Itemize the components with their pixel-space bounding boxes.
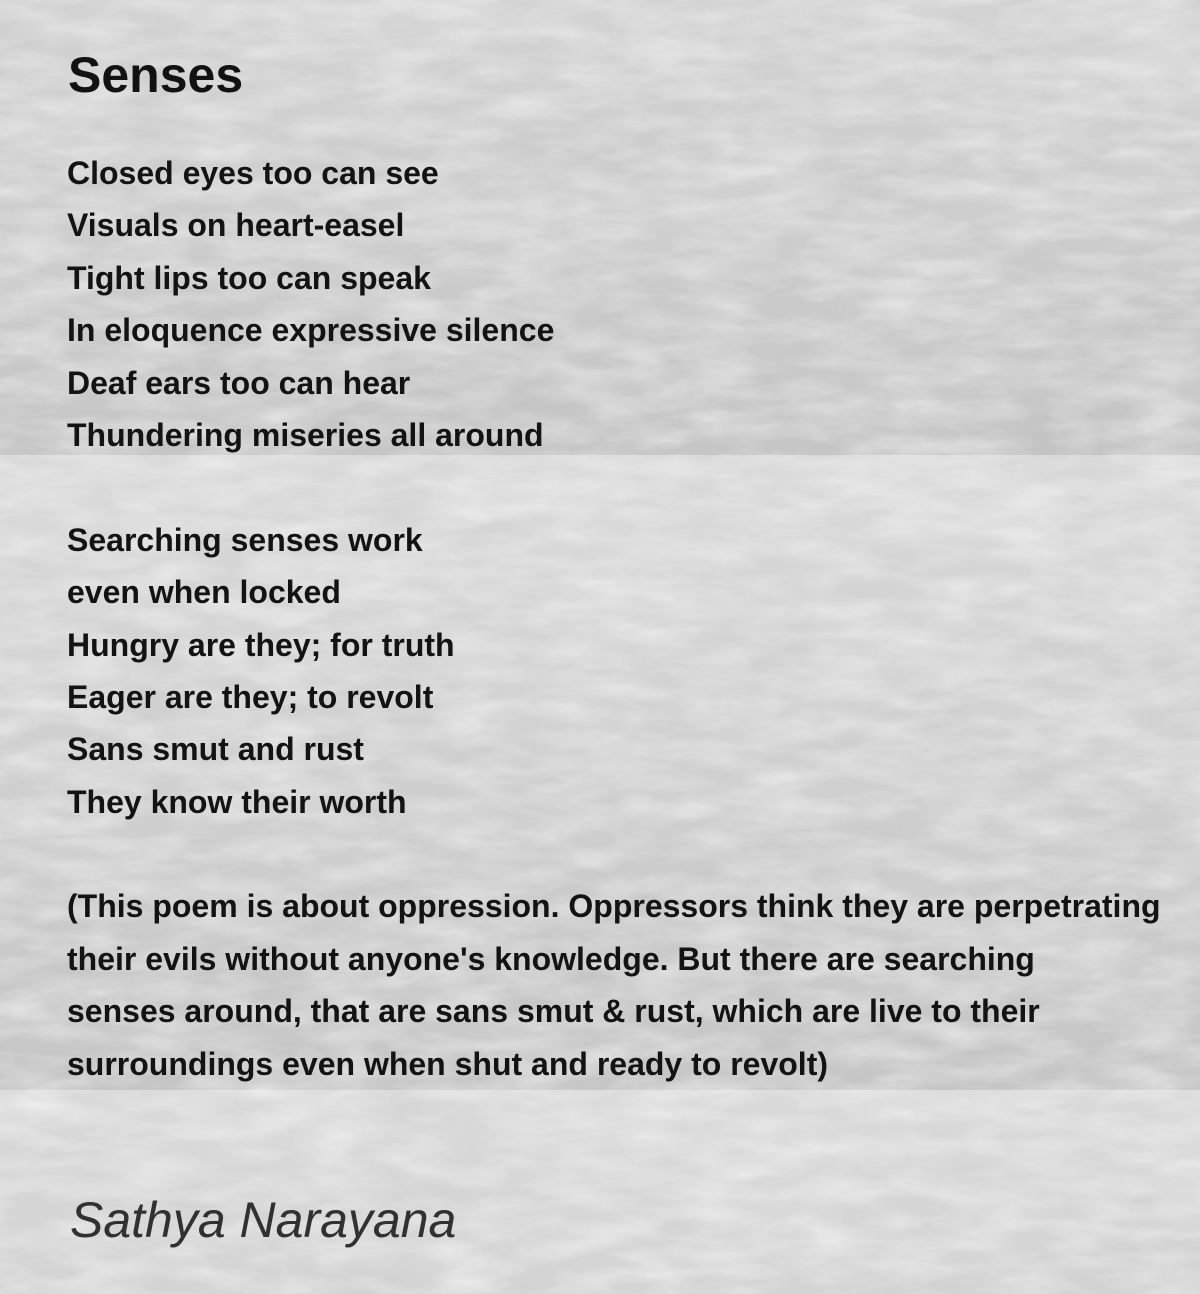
poem-line: They know their worth bbox=[67, 783, 407, 820]
poem-line: In eloquence expressive silence bbox=[67, 312, 555, 349]
poem-line: surroundings even when shut and ready to revolt) bbox=[67, 1045, 828, 1082]
poem-line: Closed eyes too can see bbox=[67, 155, 439, 191]
poem-line: (This poem is about oppression. Oppressors think they are perpetrating bbox=[67, 888, 1161, 925]
poem-line: Sans smut and rust bbox=[67, 731, 364, 768]
poem-line: Eager are they; to revolt bbox=[67, 678, 434, 715]
poem-line: Tight lips too can speak bbox=[67, 259, 431, 296]
poem-note-stanza bbox=[67, 880, 1161, 1090]
poem-body bbox=[67, 147, 1161, 1142]
poem-title: Senses bbox=[68, 47, 244, 103]
poem-stanza bbox=[67, 147, 1161, 461]
poem-line: even when locked bbox=[67, 574, 341, 611]
poem-author: Sathya Narayana bbox=[70, 1192, 457, 1248]
poem-line: Deaf ears too can hear bbox=[67, 364, 411, 401]
poem-line: senses around, that are sans smut & rust, which are live to their bbox=[67, 993, 1040, 1030]
poem-line: Thundering miseries all around bbox=[67, 416, 544, 453]
poem-line: Hungry are they; for truth bbox=[67, 626, 455, 663]
poem-line: Visuals on heart-easel bbox=[67, 207, 405, 244]
poem-stanza bbox=[67, 514, 1161, 828]
poem-line: Searching senses work bbox=[67, 521, 423, 558]
poem-line: their evils without anyone's knowledge. But there are searching bbox=[67, 940, 1035, 977]
